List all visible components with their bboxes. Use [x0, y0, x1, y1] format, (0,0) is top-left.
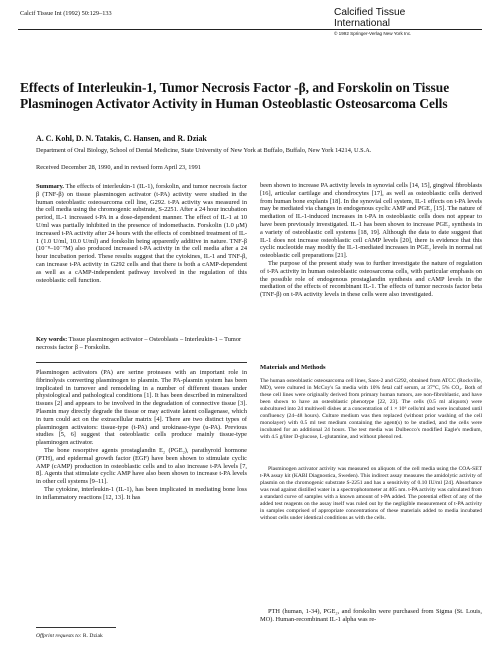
journal-copyright: © 1992 Springer-Verlag New York Inc.	[334, 31, 412, 36]
offprint-footnote	[36, 633, 103, 639]
journal-name-line1: Calcified Tissue	[334, 7, 406, 18]
summary-section	[36, 183, 247, 284]
methods-paragraph-1-block	[260, 378, 482, 441]
footnote-name: R. Dziak	[82, 633, 103, 639]
author-affiliation: Department of Oral Biology, School of Dental Medicine, State University of New York at Buffalo, Buffalo, New York 14214, U.S.A.	[36, 147, 372, 154]
header-rule	[18, 29, 482, 30]
intro-paragraph-3: The cytokine, interleukin-1 (IL-1), has been implicated in mediating bone loss in inflammatory reactions [12, 13]. It has	[36, 485, 247, 501]
keywords-text: Tissue plasminogen activator – Osteoblasts – Interleukin-1 – Tumor necrosis factor β – Forskolin.	[36, 336, 242, 351]
intro-paragraph-2: The bone resorptive agents prostaglandin E₂ (PGE₂), parathyroid hormone (PTH), and epidermal growth factor (EGF) have been shown to stimulate cyclic AMP (cAMP) production in osteoblastic cells and to also increase t-PA levels [7, 8]. Agents that stimulate cyclic AMP have also been shown to increase t-PA levels in other cell systems [9–11].	[36, 446, 247, 486]
methods-paragraph-3-block	[260, 608, 482, 624]
methods-paragraph-2-block	[260, 466, 482, 522]
methods-heading: Materials and Methods	[260, 364, 326, 371]
keywords-section	[36, 336, 247, 352]
journal-citation: Calcif Tissue Int (1992) 50:129–133	[20, 10, 112, 17]
right-paragraph-2: The purpose of the present study was to further investigate the nature of regulation of t-PA activity in human osteoblastic osteosarcoma cells, with particular emphasis on the possible role of endogenous prostaglandin synthesis and cAMP levels in the mediation of the effects of recombinant IL-1. The effects of tumor necrosis factor beta (TNF-β) on t-PA activity levels in these cells were also investigated.	[260, 259, 482, 299]
methods-paragraph-2: Plasminogen activator activity was measured on aliquots of the cell media using the COA-SET t-PA assay kit (KABI Diagnostica, Sweden). This indirect assay measures the amidolytic activity of plasmin on the chromogenic substrate S-2251 and has a sensitivity of 0.10 IU/ml [24]. Absorbance was read against distilled water in a spectrophotometer at 405 nm. t-PA activity was calculated from a standard curve of samples with a known amount of t-PA added. The potential effect of any of the added test reagents on the assay itself was ruled out by the negligible measurement of t-PA activity in samples comprised of appropriate concentrations of these materials added to media incubated without cells under identical conditions as with the cells.	[260, 466, 482, 521]
journal-name-line2: International	[334, 18, 391, 29]
intro-paragraph-1: Plasminogen activators (PA) are serine proteases with an important role in fibrinolysis converting plasminogen to plasmin. The PA-plasmin system has been implicated in turnover and remodeling in a number of different tissues under physiological and pathological conditions [1]. It has been described in mineralized tissues [2] and appears to be involved in the degradation of connective tissue [3]. Plasmin may directly degrade the tissue or may activate latent collagenase, which in turn could act on the extracellular matrix [4]. There are two distinct types of plasminogen activators: tissue-type (t-PA) and urokinase-type (u-PA). Previous studies [5, 6] suggest that osteoblastic cells produce mainly tissue-type plasminogen activator.	[36, 369, 247, 447]
right-paragraph-1: been shown to increase PA activity levels in synovial cells [14, 15], gingival fibroblasts [16], articular cartilage and chondrocytes [17], as well as osteoblastic cells derived from human bone explants [18]. In the synovial cell system, IL-1 effects on t-PA levels may be mediated via changes in endogenous cyclic AMP and PGE₂ [15]. The nature of mediation of IL-1-induced increases in t-PA in osteoblastic cells does not appear to have been previously investigated. IL-1 has been shown to increase PGE₂ synthesis in a variety of osteoblastic cell systems [18, 19]. Although the data to date suggest that IL-1 does not increase osteoblastic cell cAMP levels [20], there is evidence that this cyclic nucleotide may modify the IL-1-mediated increases in PGE₂ levels in normal rat osteoblastic cell preparations [21].	[260, 182, 482, 260]
methods-paragraph-3: PTH (human, 1-34), PGE₂, and forskolin were purchased from Sigma (St. Louis, MO). Human-recombinant IL-1 alpha was re-	[260, 608, 482, 623]
article-title: Effects of Interleukin-1, Tumor Necrosis Factor -β, and Forskolin on Tissue Plasminogen Activator Activity in Human Osteoblastic Osteosarcoma Cells	[20, 80, 450, 111]
abstract-divider	[36, 362, 247, 363]
article-authors: A. C. Kohl, D. N. Tatakis, C. Hansen, and R. Dziak	[36, 134, 207, 143]
received-dates: Received December 28, 1990, and in revised form April 23, 1991	[36, 164, 201, 171]
summary-text: The effects of interleukin-1 (IL-1), forskolin, and tumor necrosis factor β (TNF-β) on tissue plasminogen activator (t-PA) activity were studied in the human osteoblastic osteosarcoma cell line, G292. t-PA activity was measured in the cell media using the chromogenic substrate, S-2251. After a 24 hour incubation period, IL-1 increased t-PA in a dose-dependent manner. The effect of IL-1 at 10 U/ml was partially inhibited in the presence of indomethacin. Forskolin (1.0 μM) increased t-PA activity after 24 hours with the effects of combined treatment of IL-1 (1.0 U/ml, 10.0 U/ml) and forskolin being apparently additive in nature. TNF-β (10⁻⁸–10⁻⁷M) also produced increased t-PA activity in the cell media after a 24 hour incubation period. These results suggest that the cytokines, IL-1 and TNF-β, can increase t-PA activity in G292 cells and that there is both a cAMP-dependent as well as a cAMP-independent pathway involved in the regulation of this osteoblastic cell function.	[36, 183, 247, 284]
summary-label: Summary.	[36, 183, 65, 190]
footnote-label: Offprint requests to:	[36, 633, 82, 639]
right-column-intro	[260, 182, 482, 299]
keywords-label: Key words:	[36, 336, 68, 343]
footnote-rule	[36, 627, 116, 628]
journal-masthead	[334, 7, 484, 36]
introduction-section	[36, 369, 247, 502]
methods-paragraph-1: The human osteoblastic osteosarcoma cell lines, Saos-2 and G292, obtained from ATCC (Rockville, MD), were cultured in McCoy's 5a media with 10% fetal calf serum, at 37°C, 5% CO₂. Both of these cell lines were originally derived from primary human tumors, are non-fibroblastic, and have been shown to have an osteoblastic phenotype [22, 23]. The cells (0.5 ml aliquots) were subcultured into 24 multiwell dishes at a concentration of 1 × 10⁶ cells/ml and were incubated until confluency (24–48 hours). Culture medium was then replaced (without prior washing of the cell monolayer) with 0.5 ml test medium containing the agent(s) to be studied, and the cells were incubated for an additional 24 hours. The test media was Dulbecco's modified Eagle's medium, with 4.5 g/liter D-glucose, L-glutamine, and without phenol red.	[260, 378, 482, 440]
